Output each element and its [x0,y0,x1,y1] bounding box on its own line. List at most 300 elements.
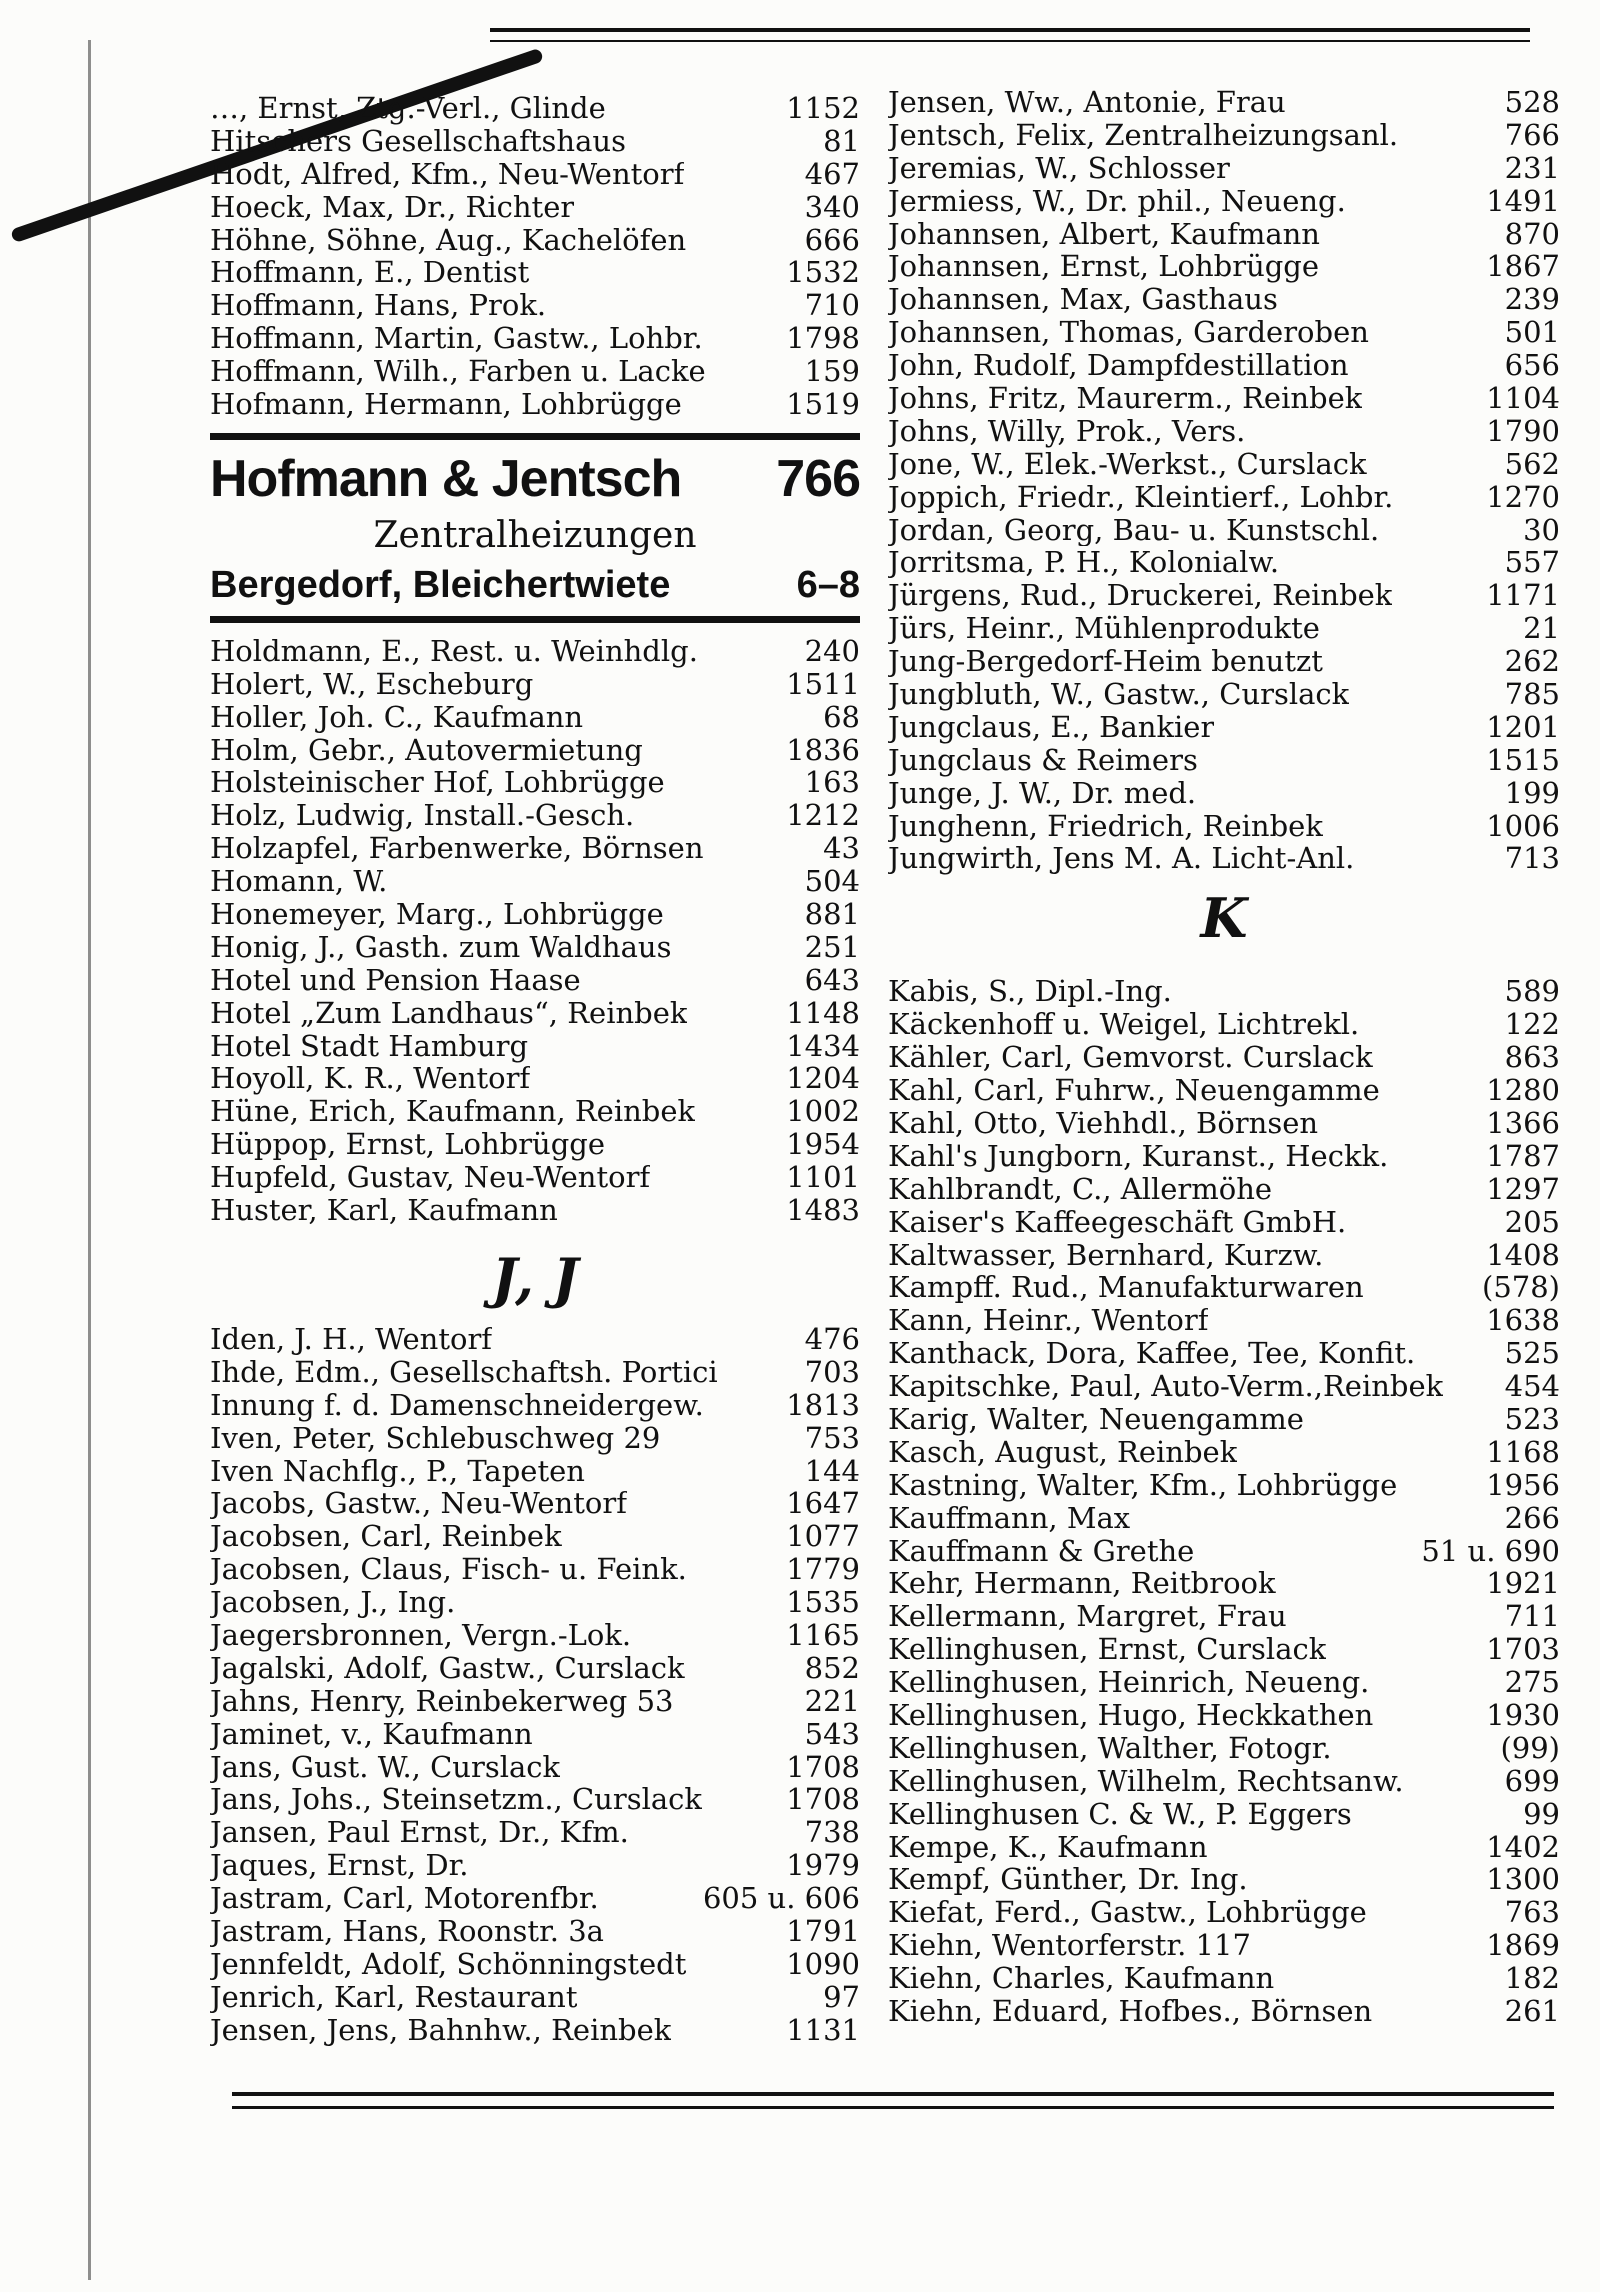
directory-entry [210,1030,860,1063]
entry-phone-number: 504 [804,864,860,899]
entry-phone-number: 205 [1504,1204,1560,1239]
entry-phone-number: 1148 [786,995,860,1030]
entry-phone-number: 1779 [786,1552,860,1587]
entry-phone-number: 1515 [1486,742,1560,777]
entry-name: Kasch, August, Reinbek [888,1435,1238,1469]
directory-entry [888,1239,1560,1272]
entry-name: Jeremias, W., Schlosser [888,151,1230,185]
directory-entry [888,1732,1560,1765]
directory-entry [210,256,860,289]
entry-phone-number: 1956 [1486,1467,1560,1502]
entry-phone-number: 656 [1504,348,1560,383]
entry-name: Johns, Willy, Prok., Vers. [888,414,1246,448]
entry-name: Hitschers Gesellschaftshaus [210,124,626,158]
entry-name: Kempe, K., Kaufmann [888,1830,1208,1864]
entry-name: Innung f. d. Damenschneidergew. [210,1388,704,1422]
directory-entry [888,1107,1560,1140]
entry-name: Holsteinischer Hof, Lohbrügge [210,766,665,800]
entry-name: …, Ernst, Ztg.-Verl., Glinde [210,92,606,125]
directory-entry [888,1271,1560,1304]
entry-phone-number: 1270 [1486,479,1560,514]
directory-entry [210,1194,860,1227]
entry-name: Kellinghusen, Walther, Fotogr. [888,1731,1332,1765]
entry-name: Kampff. Rud., Manufakturwaren [888,1271,1364,1305]
entry-phone-number: 51 u. 690 [1421,1533,1560,1568]
entry-phone-number: (578) [1482,1270,1560,1305]
entry-phone-number: 1280 [1486,1073,1560,1108]
entry-phone-number: 340 [804,189,860,224]
directory-entry [888,1370,1560,1403]
entry-name: Jung-Bergedorf-Heim benutzt [888,645,1323,679]
directory-entry [210,1849,860,1882]
directory-entry [210,1751,860,1784]
directory-entry [888,810,1560,843]
entry-phone-number: 159 [804,354,860,389]
directory-entry [210,1487,860,1520]
entry-name: Kahl, Carl, Fuhrw., Neuengamme [888,1074,1380,1107]
directory-entry [888,546,1560,579]
entry-phone-number: 1434 [786,1028,860,1063]
entry-name: Käckenhoff u. Weigel, Lichtrekl. [888,1008,1360,1042]
entry-name: Karig, Walter, Neuengamme [888,1402,1304,1436]
entry-name: Hüppop, Ernst, Lohbrügge [210,1128,606,1162]
entry-phone-number: 852 [804,1650,860,1685]
entry-phone-number: 589 [1504,974,1560,1009]
entry-phone-number: 1204 [786,1061,860,1096]
entry-name: Jungbluth, W., Gastw., Curslack [888,678,1350,711]
entry-phone-number: 99 [1523,1796,1560,1831]
entry-phone-number: 1979 [786,1848,860,1883]
entry-name: Johannsen, Thomas, Garderoben [888,316,1369,350]
entry-name: Kahl, Otto, Viehhdl., Börnsen [888,1106,1319,1140]
entry-phone-number: 703 [804,1354,860,1389]
directory-entry [210,832,860,865]
entry-phone-number: 1171 [1486,578,1560,613]
entry-name: Honemeyer, Marg., Lohbrügge [210,898,664,931]
entry-phone-number: 763 [1504,1895,1560,1930]
directory-entry [210,388,860,421]
directory-entry [210,964,860,997]
entry-name: Jans, Johs., Steinsetzm., Curslack [210,1783,702,1817]
section-heading-j: J, J [491,1245,579,1310]
entry-name: Jungwirth, Jens M. A. Licht-Anl. [888,842,1355,876]
entry-name: Johannsen, Max, Gasthaus [888,283,1278,317]
entry-name: Holert, W., Escheburg [210,667,534,701]
directory-entry [888,448,1560,481]
directory-entry [210,1783,860,1816]
directory-entry [210,1948,860,1981]
entry-phone-number: 221 [804,1683,860,1718]
entry-phone-number: 881 [804,897,860,932]
entry-name: Kellinghusen C. & W., P. Eggers [888,1797,1352,1831]
entry-phone-number: 1131 [786,2012,860,2047]
entry-phone-number: 68 [823,699,860,734]
directory-entry [210,1915,860,1948]
entry-phone-number: 266 [1504,1500,1560,1535]
entry-name: Jaegersbronnen, Vergn.-Lok. [210,1618,632,1652]
entry-phone-number: 870 [1504,216,1560,251]
entry-phone-number: 1535 [786,1585,860,1620]
entry-name: Homann, W. [210,865,388,899]
entry-name: Kähler, Carl, Gemvorst. Curslack [888,1041,1373,1075]
directory-entry [888,1567,1560,1600]
entry-name: Kiehn, Eduard, Hofbes., Börnsen [888,1994,1373,2028]
directory-entry [888,1008,1560,1041]
directory-entry [888,645,1560,678]
entry-phone-number: 1300 [1486,1862,1560,1897]
left-column [210,92,860,2047]
directory-entry [888,481,1560,514]
directory-entry [888,1962,1560,1995]
entry-phone-number: 711 [1504,1599,1560,1634]
entry-phone-number: 1930 [1486,1697,1560,1732]
entry-phone-number: 1201 [1486,709,1560,744]
entry-phone-number: 1212 [786,798,860,833]
directory-entry [888,1633,1560,1666]
directory-entry [888,1436,1560,1469]
directory-entry [888,250,1560,283]
directory-entry [210,734,860,767]
entry-name: Hodt, Alfred, Kfm., Neu-Wentorf [210,157,685,191]
entry-name: Jaques, Ernst, Dr. [210,1849,469,1883]
entry-phone-number: 605 u. 606 [702,1881,860,1916]
entry-phone-number: 144 [804,1453,860,1488]
entry-phone-number: 1836 [786,732,860,767]
directory-entry [888,842,1560,875]
directory-entry [888,1403,1560,1436]
entry-phone-number: 1491 [1486,183,1560,218]
entry-name: Junghenn, Friedrich, Reinbek [888,809,1323,843]
entry-phone-number: 528 [1504,85,1560,119]
entry-name: Kehr, Hermann, Reitbrook [888,1567,1276,1601]
ad-address [210,560,860,610]
directory-entry [888,1337,1560,1370]
ad-bottom-rule [210,616,860,623]
entry-name: Jennfeldt, Adolf, Schönningstedt [210,1947,687,1981]
directory-entry [888,1469,1560,1502]
directory-entry [210,1553,860,1586]
directory-entry [210,191,860,224]
entry-phone-number: 753 [804,1420,860,1455]
entry-name: Hoffmann, Martin, Gastw., Lohbr. [210,322,703,356]
entry-name: Kellermann, Margret, Frau [888,1600,1287,1634]
directory-entry [210,125,860,158]
entry-name: Kastning, Walter, Kfm., Lohbrügge [888,1468,1398,1502]
directory-entry [210,865,860,898]
entry-phone-number: 262 [1504,644,1560,679]
entry-name: Hoeck, Max, Dr., Richter [210,190,575,224]
entry-phone-number: 1483 [786,1193,860,1228]
directory-entry [210,1882,860,1915]
entry-phone-number: 1077 [786,1519,860,1554]
entry-name: Kaltwasser, Bernhard, Kurzw. [888,1238,1324,1272]
left-entries-j [210,1323,860,2047]
directory-entry [888,579,1560,612]
entry-phone-number: 1402 [1486,1829,1560,1864]
entry-name: Hotel und Pension Haase [210,963,581,997]
right-entries-k [888,975,1560,2028]
entry-name: Huster, Karl, Kaufmann [210,1194,558,1227]
entry-name: Jungclaus & Reimers [888,743,1198,777]
entry-name: Jürgens, Rud., Druckerei, Reinbek [888,579,1393,613]
entry-phone-number: 1090 [786,1946,860,1981]
entry-phone-number: 467 [804,156,860,191]
entry-name: Jagalski, Adolf, Gastw., Curslack [210,1651,685,1685]
entry-phone-number: 1297 [1486,1171,1560,1206]
directory-entry [210,635,860,668]
entry-name: Jensen, Jens, Bahnhw., Reinbek [210,2013,672,2047]
entry-phone-number: 1101 [786,1160,860,1195]
directory-entry [888,678,1560,711]
directory-entry [210,898,860,931]
entry-name: Johns, Fritz, Maurerm., Reinbek [888,382,1363,415]
directory-entry [888,1831,1560,1864]
directory-entry [888,1765,1560,1798]
binding-edge [88,40,91,2280]
entry-name: Jentsch, Felix, Zentralheizungsanl. [888,118,1399,152]
entry-name: Jacobsen, Carl, Reinbek [210,1520,562,1554]
directory-entry [888,1173,1560,1206]
directory-entry [210,766,860,799]
right-entries-j [888,86,1560,875]
directory-entry [210,1128,860,1161]
entry-name: Holdmann, E., Rest. u. Weinhdlg. [210,634,698,668]
directory-entry [888,1502,1560,1535]
directory-entry [210,1619,860,1652]
entry-name: Holzapfel, Farbenwerke, Börnsen [210,832,704,866]
entry-name: Hoffmann, E., Dentist [210,256,530,290]
entry-name: Hoffmann, Hans, Prok. [210,289,547,323]
entry-phone-number: 525 [1504,1336,1560,1371]
directory-entry [888,975,1560,1008]
directory-entry [888,1995,1560,2028]
directory-entry [888,1699,1560,1732]
bottom-double-rule [232,2092,1554,2109]
entry-name: Kahlbrandt, C., Allermöhe [888,1172,1273,1206]
entry-name: Jensen, Ww., Antonie, Frau [888,86,1286,119]
entry-phone-number: 1787 [1486,1138,1560,1173]
right-column [888,86,1560,2028]
entry-phone-number: 1408 [1486,1237,1560,1272]
entry-name: Iven Nachflg., P., Tapeten [210,1454,585,1488]
directory-entry [888,1140,1560,1173]
entry-phone-number: 643 [804,962,860,997]
entry-name: Kapitschke, Paul, Auto-Verm.,Reinbek [888,1370,1444,1403]
entry-name: Junge, J. W., Dr. med. [888,776,1197,810]
entry-phone-number: 699 [1504,1763,1560,1798]
entry-phone-number: 1791 [786,1913,860,1948]
entry-name: Joppich, Friedr., Kleintierf., Lohbr. [888,480,1394,514]
directory-entry [210,1161,860,1194]
ad-business: Zentralheizungen [373,514,697,556]
entry-name: Jastram, Carl, Motorenfbr. [210,1882,599,1915]
directory-entry [888,1304,1560,1337]
entry-phone-number: 21 [1523,611,1560,646]
entry-name: Iden, J. H., Wentorf [210,1322,493,1356]
directory-entry [210,1062,860,1095]
directory-entry [888,711,1560,744]
directory-entry [888,152,1560,185]
entry-phone-number: 43 [823,831,860,866]
directory-entry [888,744,1560,777]
section-heading-k: K [1200,886,1248,951]
entry-phone-number: 785 [1504,677,1560,712]
entry-name: Hüne, Erich, Kaufmann, Reinbek [210,1095,696,1129]
directory-entry [888,283,1560,316]
ad-headline [210,446,860,512]
entry-phone-number: 1703 [1486,1632,1560,1667]
entry-phone-number: 97 [823,1979,860,2014]
directory-entry [210,1455,860,1488]
entry-phone-number: 1366 [1486,1105,1560,1140]
entry-phone-number: 1638 [1486,1303,1560,1338]
entry-phone-number: 1869 [1486,1928,1560,1963]
entry-name: Jacobs, Gastw., Neu-Wentorf [210,1487,627,1521]
entry-phone-number: 199 [1504,775,1560,810]
directory-entry [888,1206,1560,1239]
entry-name: Jone, W., Elek.-Werkst., Curslack [888,447,1367,481]
entry-name: Johannsen, Albert, Kaufmann [888,217,1320,251]
entry-name: John, Rudolf, Dampfdestillation [888,349,1349,383]
directory-entry [888,86,1560,119]
entry-name: Kiefat, Ferd., Gastw., Lohbrügge [888,1896,1367,1930]
entry-phone-number: 1647 [786,1486,860,1521]
directory-entry [210,355,860,388]
entry-name: Hoyoll, K. R., Wentorf [210,1062,531,1096]
entry-name: Kellinghusen, Ernst, Curslack [888,1633,1327,1667]
directory-entry [210,1652,860,1685]
entry-phone-number: 1168 [1486,1434,1560,1469]
directory-entry [888,1535,1560,1568]
entry-phone-number: 766 [1504,117,1560,152]
entry-phone-number: 1511 [786,666,860,701]
entry-phone-number: 1798 [786,321,860,356]
entry-name: Holler, Joh. C., Kaufmann [210,700,584,734]
entry-phone-number: 1519 [786,387,860,422]
entry-name: Jorritsma, P. H., Kolonialw. [888,546,1280,580]
directory-entry [888,316,1560,349]
directory-entry [210,1718,860,1751]
directory-entry [888,1074,1560,1107]
entry-name: Jenrich, Karl, Restaurant [210,1980,578,2014]
entry-phone-number: 275 [1504,1665,1560,1700]
entry-phone-number: 501 [1504,315,1560,350]
directory-entry [210,1586,860,1619]
directory-entry [210,1389,860,1422]
entry-phone-number: 1921 [1486,1566,1560,1601]
directory-entry [210,1981,860,2014]
directory-entry [888,777,1560,810]
directory-entry [210,1095,860,1128]
entry-name: Jordan, Georg, Bau- u. Kunstschl. [888,513,1380,547]
directory-entry [888,1929,1560,1962]
entry-phone-number: 1867 [1486,249,1560,284]
entry-name: Hofmann, Hermann, Lohbrügge [210,388,682,421]
entry-phone-number: 1006 [1486,808,1560,843]
entry-phone-number: 1954 [786,1127,860,1162]
entry-name: Kann, Heinr., Wentorf [888,1304,1209,1338]
entry-phone-number: 30 [1523,512,1560,547]
ad-place: Bergedorf, Bleichertwiete [210,563,671,606]
directory-entry [888,1666,1560,1699]
directory-entry [888,415,1560,448]
entry-name: Jans, Gust. W., Curslack [210,1750,561,1784]
ad-house-number: 6–8 [796,563,860,606]
ad-firm-name: Hofmann & Jentsch [210,449,682,508]
directory-entry [888,1798,1560,1831]
entry-name: Kellinghusen, Wilhelm, Rechtsanw. [888,1764,1404,1798]
entry-name: Jacobsen, Claus, Fisch- u. Feink. [210,1553,687,1587]
directory-entry [888,1896,1560,1929]
entry-name: Jastram, Hans, Roonstr. 3a [210,1914,604,1948]
directory-entry [888,612,1560,645]
entry-name: Kahl's Jungborn, Kuranst., Heckk. [888,1139,1389,1173]
entry-name: Kellinghusen, Heinrich, Neueng. [888,1666,1370,1699]
entry-phone-number: 1165 [786,1617,860,1652]
entry-phone-number: 239 [1504,282,1560,317]
entry-phone-number: 666 [804,222,860,257]
entry-name: Kauffmann, Max [888,1501,1131,1535]
entry-name: Kabis, S., Dipl.-Ing. [888,975,1172,1009]
directory-entry [210,1422,860,1455]
directory-entry [888,1600,1560,1633]
entry-name: Hotel Stadt Hamburg [210,1029,529,1063]
entry-name: Jacobsen, J., Ing. [210,1586,456,1619]
directory-entry [888,349,1560,382]
directory-entry [210,224,860,257]
directory-entry [210,1816,860,1849]
entry-phone-number: 182 [1504,1961,1560,1996]
entry-phone-number: 738 [804,1815,860,1850]
entry-name: Hupfeld, Gustav, Neu-Wentorf [210,1161,651,1195]
entry-name: Jungclaus, E., Bankier [888,710,1215,744]
entry-phone-number: 261 [1504,1993,1560,2028]
entry-phone-number: 476 [804,1321,860,1356]
entry-name: Hoffmann, Wilh., Farben u. Lacke [210,355,706,389]
entry-phone-number: 562 [1504,446,1560,481]
entry-name: Höhne, Söhne, Aug., Kachelöfen [210,223,687,257]
entry-phone-number: 1708 [786,1749,860,1784]
directory-entry [210,1685,860,1718]
directory-entry [210,931,860,964]
entry-name: Kiehn, Charles, Kaufmann [888,1962,1275,1995]
entry-phone-number: 251 [804,929,860,964]
entry-name: Jaminet, v., Kaufmann [210,1717,533,1751]
directory-entry [210,322,860,355]
directory-entry [210,1520,860,1553]
entry-name: Johannsen, Ernst, Lohbrügge [888,250,1320,284]
left-entries-top [210,92,860,421]
directory-entry [888,1863,1560,1896]
directory-entry [888,185,1560,218]
entry-phone-number: 240 [804,633,860,668]
entry-phone-number: 713 [1504,841,1560,876]
entry-name: Kempf, Günther, Dr. Ing. [888,1863,1248,1897]
entry-phone-number: 543 [804,1716,860,1751]
entry-phone-number: 1813 [786,1387,860,1422]
entry-phone-number: 557 [1504,545,1560,580]
entry-phone-number: (99) [1500,1730,1560,1765]
top-double-rule [490,28,1530,42]
entry-name: Jansen, Paul Ernst, Dr., Kfm. [210,1816,629,1850]
directory-entry [210,289,860,322]
entry-phone-number: 454 [1504,1369,1560,1404]
entry-phone-number: 1152 [786,91,860,125]
directory-entry [210,997,860,1030]
directory-entry [210,701,860,734]
entry-phone-number: 710 [804,288,860,323]
entry-name: Ihde, Edm., Gesellschaftsh. Portici [210,1355,718,1389]
